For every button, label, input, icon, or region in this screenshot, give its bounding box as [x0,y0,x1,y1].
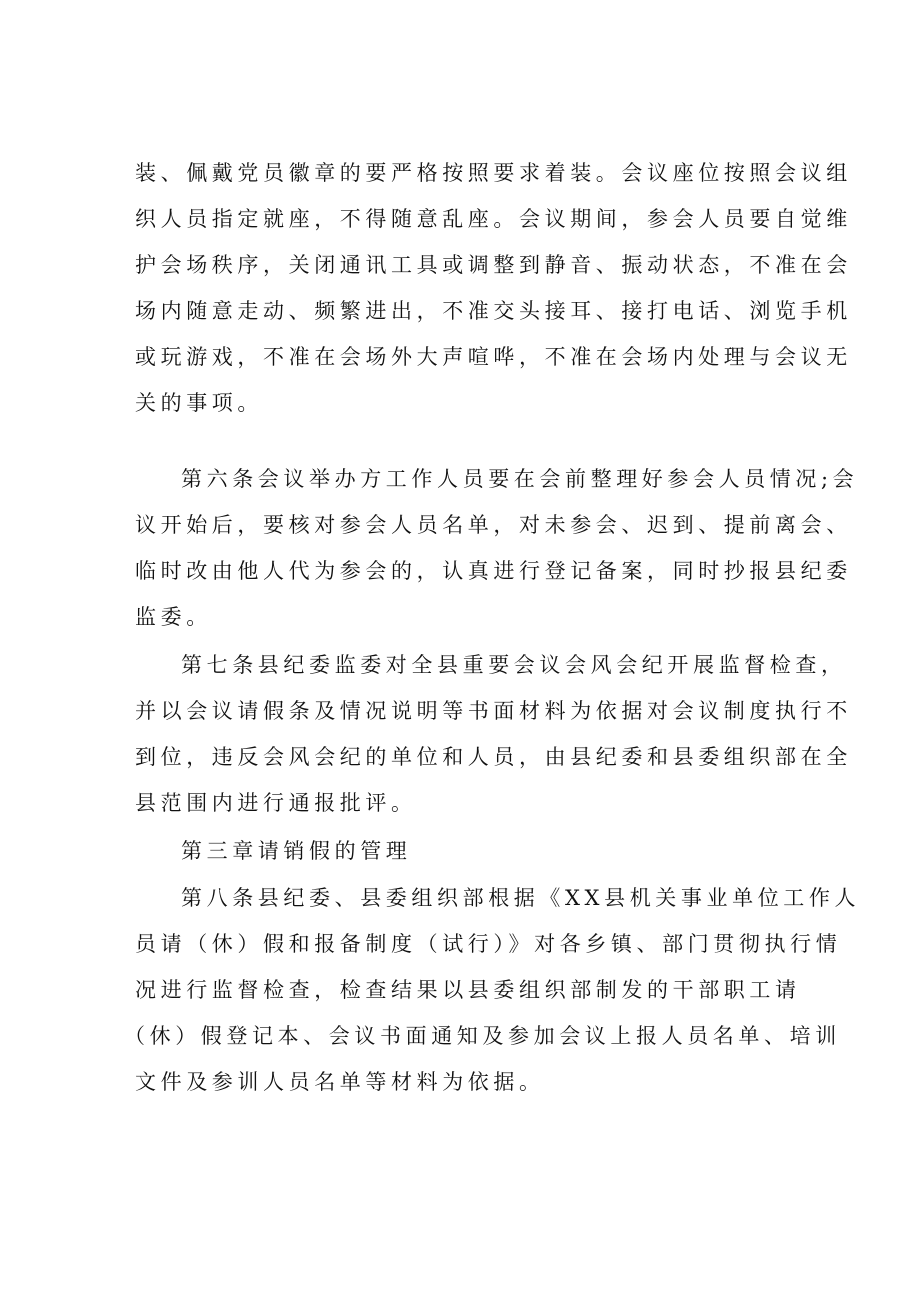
text-line: 况进行监督检查，检查结果以县委组织部制发的干部职工请 [135,978,801,1002]
chapter-heading-text: 第三章请销假的管理 [181,839,412,863]
text-line: 关的事项。 [135,391,263,415]
text-line: 织人员指定就座，不得随意乱座。会议期间，参会人员要自觉维 [135,207,852,231]
text-line: 县范围内进行通报批评。 [135,791,417,815]
text-line: 议开始后，要核对参会人员名单，对未参会、迟到、提前离会、 [135,513,852,537]
text-line: 或玩游戏，不准在会场外大声喧哗，不准在会场内处理与会议无 [135,345,852,369]
text-line: 到位，违反会风会纪的单位和人员，由县纪委和县委组织部在全 [135,745,852,769]
text-line: 护会场秩序，关闭通讯工具或调整到静音、振动状态，不准在会 [135,253,852,277]
text-line: 文件及参训人员名单等材料为依据。 [135,1070,545,1094]
text-line: 装、佩戴党员徽章的要严格按照要求着装。会议座位按照会议组 [135,161,852,185]
text-line: 第八条县纪委、县委组织部根据《XX县机关事业单位工作人 [181,886,861,910]
text-line: 并以会议请假条及情况说明等书面材料为依据对会议制度执行不 [135,699,852,723]
text-line: 临时改由他人代为参会的，认真进行登记备案，同时抄报县纪委 [135,559,852,583]
text-line: 第六条会议举办方工作人员要在会前整理好参会人员情况;会 [181,467,859,491]
text-line: 监委。 [135,605,212,629]
text-line: （休）假登记本、会议书面通知及参加会议上报人员名单、培训 [124,1024,841,1048]
text-line: 场内随意走动、频繁进出，不准交头接耳、接打电话、浏览手机 [135,299,852,323]
text-line: 员请（休）假和报备制度（试行）》对各乡镇、部门贯彻执行情 [135,932,842,956]
text-line: 第七条县纪委监委对全县重要会议会风会纪开展监督检查， [181,653,847,677]
